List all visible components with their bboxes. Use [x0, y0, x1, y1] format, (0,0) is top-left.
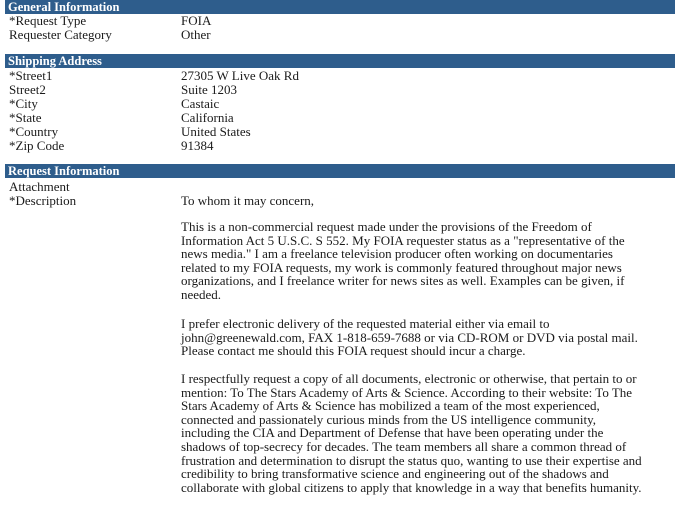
zip-code-label: *Zip Code [9, 138, 65, 153]
country-value: United States [181, 124, 251, 139]
state-value: California [181, 110, 234, 125]
street1-value: 27305 W Live Oak Rd [181, 68, 299, 83]
description-line: I respectfully request a copy of all documents, electronic or otherwise, that pertain to or [181, 371, 637, 386]
shipping-address-header: Shipping Address [5, 54, 675, 68]
country-label: *Country [9, 124, 59, 139]
general-information-header: General Information [5, 0, 675, 14]
description-paragraph-3 [181, 372, 676, 494]
request-information-header: Request Information [5, 164, 675, 178]
description-line: Information Act 5 U.S.C. S 552. My FOIA requester status as a "representative of the [181, 232, 625, 248]
request-type-value: FOIA [181, 13, 212, 28]
description-paragraph-1 [181, 220, 676, 302]
description-line: related to my FOIA requests, my work is commonly featured throughout major news [181, 259, 622, 275]
description-paragraph-2 [181, 317, 676, 358]
requester-category-label: Requester Category [9, 27, 112, 42]
description-line: Stars Academy of Arts & Science has mobilized a team of the most experienced, [181, 398, 600, 414]
description-label: *Description [9, 193, 77, 208]
requester-category-value: Other [181, 27, 211, 42]
description-line: needed. [181, 286, 222, 302]
description-line: Please contact me should this FOIA request should incur a charge. [181, 343, 526, 359]
description-line: organizations, and I freelance writer for news sites as well. Examples can be given, if [181, 273, 625, 289]
zip-code-value: 91384 [181, 138, 214, 153]
description-greeting: To whom it may concern, [181, 193, 315, 208]
description-line: shadows of top-secrecy for decades. The team members all share a common thread of [181, 438, 627, 454]
description-line: credibility to bring transformative science and engineering out of the shadows and [181, 466, 609, 482]
city-label: *City [9, 96, 38, 111]
attachment-label: Attachment [9, 179, 70, 194]
street2-value: Suite 1203 [181, 82, 237, 97]
description-line: connected and passionately curious minds from the US intelligence community, [181, 411, 597, 427]
description-line: including the CIA and Department of Defense that have been operating under the [181, 425, 604, 441]
description-line: frustration and determination to disrupt the status quo, wanting to use their expertise and [181, 452, 642, 468]
description-line: I prefer electronic delivery of the requested material either via email to [181, 316, 550, 331]
description-line: news media." I am a freelance television producer often working on documentaries [181, 246, 613, 262]
city-value: Castaic [181, 96, 220, 111]
description-line: john@greenewald.com, FAX 1-818-659-7688 or via CD-ROM or DVD via postal mail. [181, 329, 638, 345]
description-line: collaborate with global citizens to apply that knowledge in a way that benefits humanity. [181, 479, 642, 495]
description-line: mention: To The Stars Academy of Arts & Science. According to their website: To The [181, 384, 633, 400]
state-label: *State [9, 110, 42, 125]
street2-label: Street2 [9, 82, 46, 97]
request-type-label: *Request Type [9, 13, 87, 28]
description-line: This is a non-commercial request made under the provisions of the Freedom of [181, 219, 592, 234]
street1-label: *Street1 [9, 68, 53, 83]
